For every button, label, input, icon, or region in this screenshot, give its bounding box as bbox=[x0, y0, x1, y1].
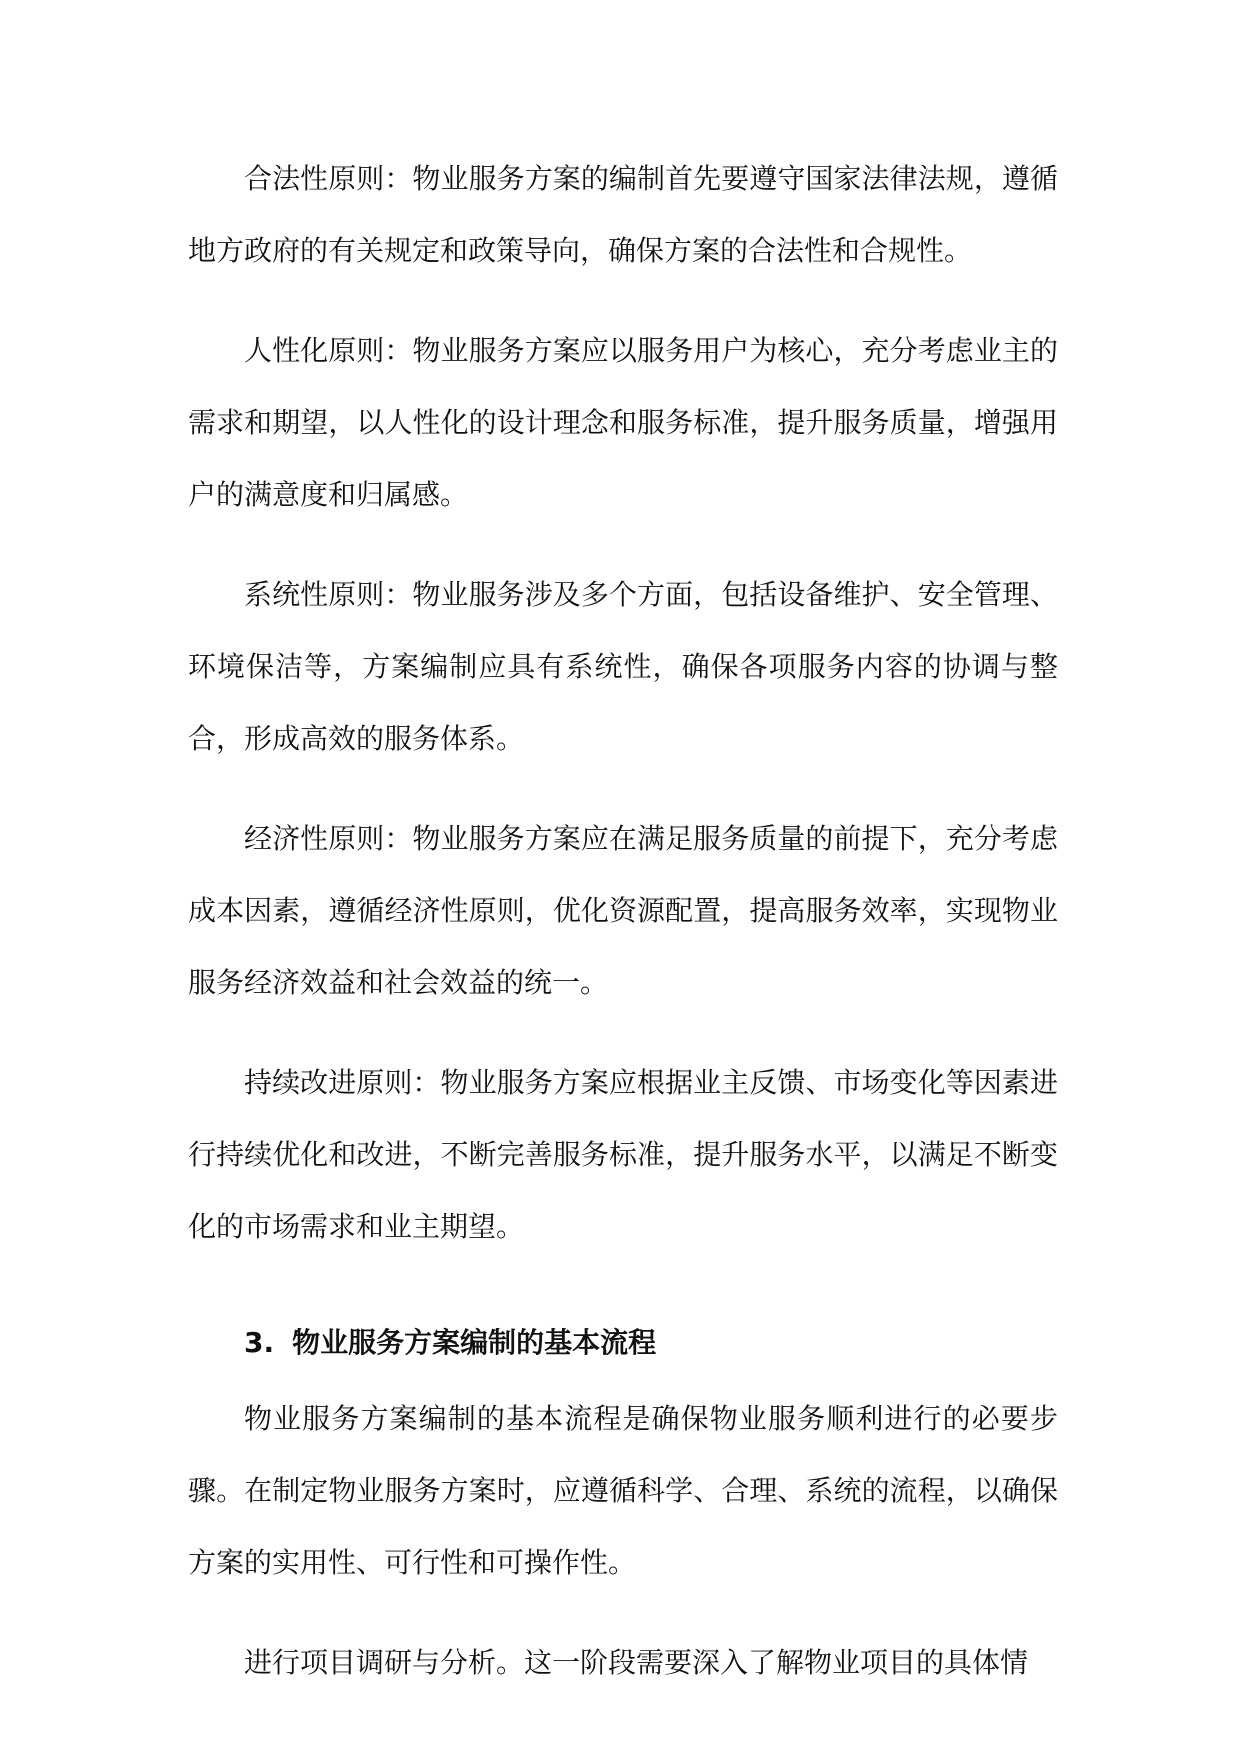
paragraph-humanization-principle: 人性化原则：物业服务方案应以服务用户为核心，充分考虑业主的需求和期望，以人性化的设计理念和服务标准，提升服务质量，增强用户的满意度和归属感。 bbox=[188, 334, 1058, 511]
document-body bbox=[188, 143, 1058, 1727]
paragraph-process-intro: 物业服务方案编制的基本流程是确保物业服务顺利进行的必要步骤。在制定物业服务方案时，应遵循科学、合理、系统的流程，以确保方案的实用性、可行性和可操作性。 bbox=[188, 1402, 1058, 1579]
paragraph-systematic-principle: 系统性原则：物业服务涉及多个方面，包括设备维护、安全管理、环境保洁等，方案编制应具有系统性，确保各项服务内容的协调与整合，形成高效的服务体系。 bbox=[188, 578, 1058, 755]
section-number: 3. bbox=[244, 1326, 275, 1359]
section-title: 物业服务方案编制的基本流程 bbox=[292, 1326, 657, 1359]
paragraph-continuous-improvement-principle: 持续改进原则：物业服务方案应根据业主反馈、市场变化等因素进行持续优化和改进，不断完善服务标准，提升服务水平，以满足不断变化的市场需求和业主期望。 bbox=[188, 1066, 1058, 1243]
section-heading bbox=[188, 1307, 1058, 1379]
paragraph-economic-principle: 经济性原则：物业服务方案应在满足服务质量的前提下，充分考虑成本因素，遵循经济性原则，优化资源配置，提高服务效率，实现物业服务经济效益和社会效益的统一。 bbox=[188, 822, 1058, 999]
paragraph-legality-principle: 合法性原则：物业服务方案的编制首先要遵守国家法律法规，遵循地方政府的有关规定和政策导向，确保方案的合法性和合规性。 bbox=[188, 162, 1058, 267]
paragraph-project-research: 进行项目调研与分析。这一阶段需要深入了解物业项目的具体情 bbox=[244, 1646, 1029, 1679]
